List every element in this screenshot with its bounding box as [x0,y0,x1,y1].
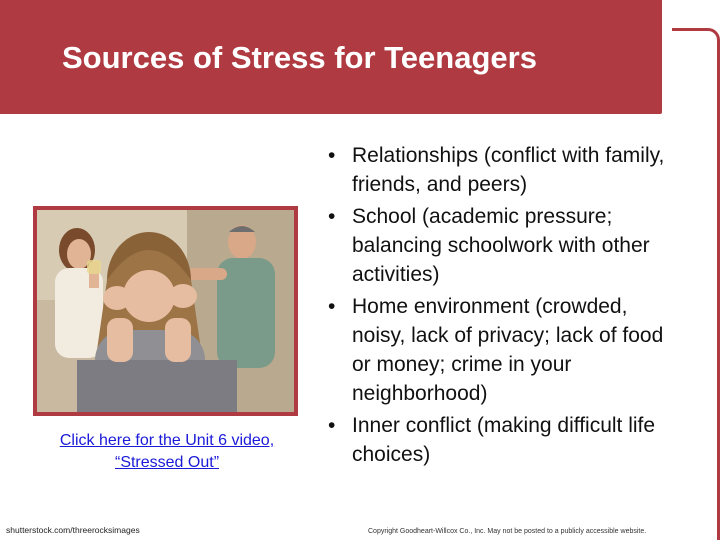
bullet-icon: • [328,144,336,167]
bullet-text: Home environment (crowded, noisy, lack of privacy; lack of food or money; crime in your neighborhood) [352,295,664,405]
photo-illustration [37,210,294,412]
copyright-notice: Copyright Goodheart-Willcox Co., Inc. May not be posted to a publicly accessible website. [368,528,647,535]
bullet-text: Inner conflict (making difficult life choices) [352,414,656,466]
bullet-icon: • [328,414,336,437]
slide-title: Sources of Stress for Teenagers [62,40,537,75]
title-bar [0,0,662,114]
bullet-item [322,292,682,408]
bullet-text: School (academic pressure; balancing schoolwork with other activities) [352,205,650,286]
unit-6-video-link[interactable] [33,430,301,474]
video-link-line1[interactable]: Click here for the Unit 6 video, [59,432,275,449]
bullet-icon: • [328,205,336,228]
bullet-text: Relationships (conflict with family, friends, and peers) [352,144,665,196]
stressed-teen-photo [33,206,298,416]
bullet-icon: • [328,295,336,318]
bullet-item [322,411,682,469]
bullet-item [322,202,682,289]
bullet-item [322,141,682,199]
bullet-list [322,141,682,472]
photo-credit: shutterstock.com/threerocksimages [6,525,140,535]
video-link-line2[interactable]: “Stressed Out” [114,454,220,471]
